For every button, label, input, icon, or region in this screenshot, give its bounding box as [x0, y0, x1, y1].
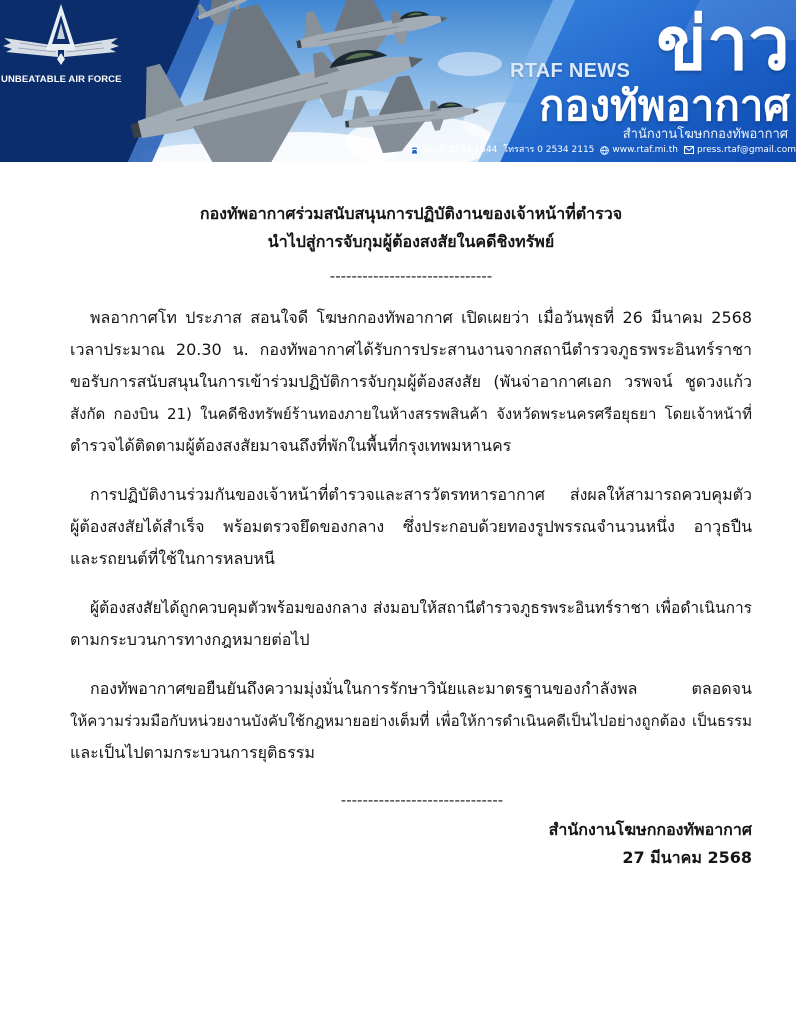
contact-email: [684, 143, 796, 157]
press-release-body: [0, 200, 796, 872]
paragraph-line: ตำรวจได้ติดตามผู้ต้องสงสัยมาจนถึงที่พักในพื้นที่กรุงเทพมหานคร: [70, 436, 512, 455]
paragraph: [70, 479, 752, 575]
rtaf-news-label: RTAF NEWS: [510, 60, 631, 82]
paragraph-line: ตามกระบวนการทางกฎหมายต่อไป: [70, 630, 310, 649]
banner-slogan: UNBEATABLE AIR FORCE: [1, 74, 122, 85]
paragraph-line: ให้ความร่วมมือกับหน่วยงานบังคับใช้กฎหมายอย่างเต็มที่ เพื่อให้การดำเนินคดีเป็นไปอย่างถูกต้อง เป็นธรรม: [70, 712, 752, 730]
paragraph-line: พลอากาศโท ประภาส สอนใจดี โฆษกกองทัพอากาศ เปิดเผยว่า เมื่อวันพุธที่ 26 มีนาคม 2568: [90, 308, 752, 327]
paragraph: [70, 592, 752, 656]
rtaf-emblem-logo: [0, 2, 122, 74]
contact-info-row: [410, 143, 796, 157]
email-address: press.rtaf@gmail.com: [697, 145, 796, 155]
website-url: www.rtaf.mi.th: [612, 145, 679, 155]
paragraph-line: สังกัด กองบิน 21) ในคดีชิงทรัพย์ร้านทองภายในห้างสรรพสินค้า จังหวัดพระนครศรีอยุธยา โดยเจ้าหน้าที่: [70, 405, 752, 423]
phone-icon: [410, 146, 419, 155]
office-name: สำนักงานโฆษกกองทัพอากาศ: [622, 127, 788, 142]
news-label-thai: ข่าว: [656, 1, 790, 87]
paragraph-line: ขอรับการสนับสนุนในการเข้าร่วมปฏิบัติการจับกุมผู้ต้องสงสัย (พันจ่าอากาศเอก วรพจน์ ชูดวงแก้ว: [70, 372, 752, 391]
paragraph-line: กองทัพอากาศขอยืนยันถึงความมุ่งมั่นในการรักษาวินัยและมาตรฐานของกำลังพล ตลอดจน: [90, 679, 752, 698]
separator-line: ------------------------------: [329, 267, 493, 285]
contact-fax: [503, 143, 594, 157]
globe-icon: [600, 146, 609, 155]
headline: [70, 200, 752, 256]
paragraph-line: และรถยนต์ที่ใช้ในการหลบหนี: [70, 549, 275, 568]
organization-name: กองทัพอากาศ: [538, 81, 790, 130]
signature-office: สำนักงานโฆษกกองทัพอากาศ: [548, 820, 752, 839]
paragraph-line: และเป็นไปตามกระบวนการยุติธรรม: [70, 743, 315, 762]
signature-date: 27 มีนาคม 2568: [622, 848, 752, 867]
fax-number: โทรสาร 0 2534 2115: [503, 145, 595, 155]
paragraph-line: ผู้ต้องสงสัยได้ถูกควบคุมตัวพร้อมของกลาง ส่งมอบให้สถานีตำรวจภูธรพระอินทร์ราชา เพื่อดำเนินการ: [90, 599, 752, 617]
paragraph-line: ผู้ต้องสงสัยได้สำเร็จ พร้อมตรวจยึดของกลาง ซึ่งประกอบด้วยทองรูปพรรณจำนวนหนึ่ง อาวุธปืน: [70, 517, 752, 536]
rtaf-news-banner: [0, 0, 796, 162]
paragraph-line: เวลาประมาณ 20.30 น. กองทัพอากาศได้รับการประสานงานจากสถานีตำรวจภูธรพระอินทร์ราชา: [70, 340, 752, 359]
contact-website: [600, 143, 678, 157]
phone-number: โทร 0 2534 1544: [421, 145, 498, 155]
contact-phone: [410, 143, 498, 157]
separator-line: ------------------------------: [340, 791, 504, 809]
paragraph-line: การปฏิบัติงานร่วมกันของเจ้าหน้าที่ตำรวจและสารวัตรทหารอากาศ ส่งผลให้สามารถควบคุมตัว: [90, 485, 752, 504]
signature-block: [70, 816, 752, 872]
email-icon: [684, 146, 694, 154]
paragraph: [70, 673, 752, 769]
headline-line: กองทัพอากาศร่วมสนับสนุนการปฏิบัติงานของเจ้าหน้าที่ตำรวจ: [199, 204, 623, 223]
headline-line: นำไปสู่การจับกุมผู้ต้องสงสัยในคดีชิงทรัพย์: [267, 232, 555, 251]
paragraph: [70, 302, 752, 462]
